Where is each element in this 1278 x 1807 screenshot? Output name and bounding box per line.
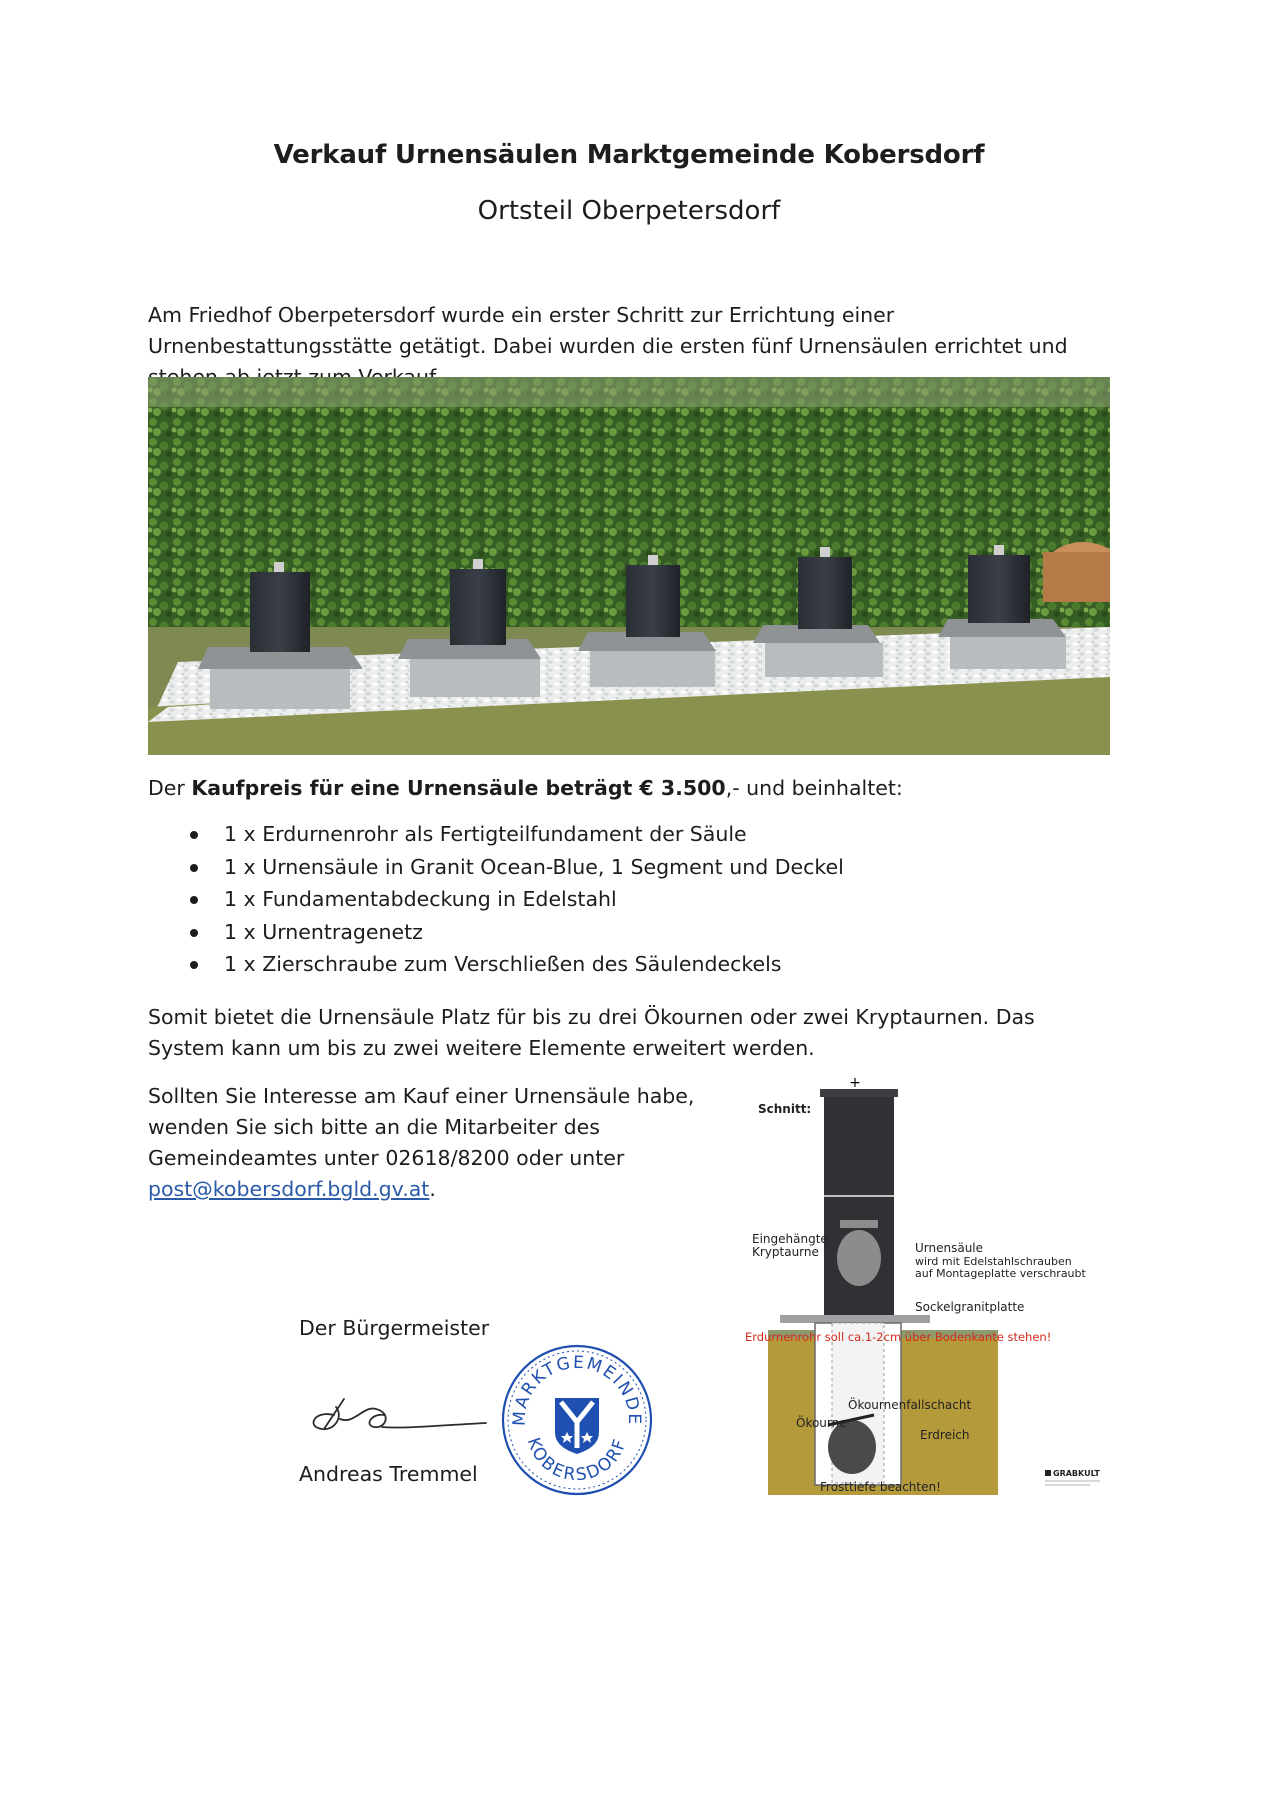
list-item: 1 x Fundamentabdeckung in Edelstahl: [190, 883, 844, 916]
price-suffix: ,- und beinhaltet:: [725, 776, 903, 800]
diagram-label-montageplatte: auf Montageplatte verschraubt: [915, 1267, 1086, 1280]
svg-text:+: +: [849, 1075, 861, 1091]
page-subtitle: Ortsteil Oberpetersdorf: [477, 196, 781, 226]
email-link[interactable]: post@kobersdorf.bgld.gv.at: [148, 1177, 430, 1201]
diagram-label-kryptaurne: Kryptaurne: [752, 1245, 819, 1259]
diagram-label-sockel: Sockelgranitplatte: [915, 1300, 1025, 1314]
contact-paragraph: [148, 1081, 748, 1205]
system-paragraph: Somit bietet die Urnensäule Platz für bis zu drei Ökournen oder zwei Kryptaurnen. Das System kann um bis zu zwei weitere Elemente erweitert werden.: [148, 1005, 1035, 1060]
diagram-label-urnensaeule: Urnensäule: [915, 1241, 984, 1255]
included-items-list: [190, 818, 844, 981]
page-title: Verkauf Urnensäulen Marktgemeinde Kobersdorf: [273, 140, 985, 170]
cross-section-diagram: [740, 1075, 1120, 1505]
contact-text: Sollten Sie Interesse am Kauf einer Urnensäule habe, wenden Sie sich bitte an die Mitarbeiter des Gemeindeamtes unter 02618/8200 oder unter: [148, 1084, 695, 1170]
list-item: 1 x Zierschraube zum Verschließen des Säulendeckels: [190, 948, 844, 981]
municipal-seal: [497, 1340, 657, 1500]
price-line: [148, 776, 903, 800]
urn-columns-photo: [148, 377, 1110, 755]
intro-paragraph: Am Friedhof Oberpetersdorf wurde ein erster Schritt zur Errichtung einer Urnenbestattungsstätte getätigt. Dabei wurden die ersten fünf Urnensäulen errichtet und: [148, 303, 1068, 358]
seal-top-text: MARKTGEMEINDE: [509, 1352, 645, 1427]
grabkult-logo: GRABKULT: [1053, 1469, 1100, 1478]
urn-columns-illustration: [148, 377, 1110, 755]
diagram-label-oekourne: Ökourne: [796, 1416, 847, 1430]
signature-image: [304, 1385, 494, 1445]
seal-bottom-text: KOBERSDORF: [522, 1435, 632, 1486]
list-item: 1 x Urnensäule in Granit Ocean-Blue, 1 Segment und Deckel: [190, 851, 844, 884]
list-item: 1 x Urnentragenetz: [190, 916, 844, 949]
diagram-label-schnitt: Schnitt:: [758, 1102, 812, 1116]
diagram-label-eingehaengte: Eingehängte: [752, 1232, 828, 1246]
price-amount: Kaufpreis für eine Urnensäule beträgt € 3.500: [191, 776, 726, 800]
diagram-label-frosttiefe: Frosttiefe beachten!: [820, 1480, 941, 1494]
mayor-name: Andreas Tremmel: [299, 1462, 478, 1486]
diagram-label-erdurnenrohr: Erdurnenrohr soll ca.1-2cm über Bodenkante stehen!: [745, 1330, 1052, 1344]
list-item: 1 x Erdurnenrohr als Fertigteilfundament der Säule: [190, 818, 844, 851]
price-prefix: Der: [148, 776, 192, 800]
diagram-label-schacht: Ökournenfallschacht: [848, 1398, 972, 1412]
diagram-label-erdreich: Erdreich: [920, 1428, 970, 1442]
contact-end: .: [429, 1177, 436, 1201]
mayor-title: Der Bürgermeister: [299, 1316, 490, 1340]
diagram-label-schrauben: wird mit Edelstahlschrauben: [915, 1255, 1072, 1268]
